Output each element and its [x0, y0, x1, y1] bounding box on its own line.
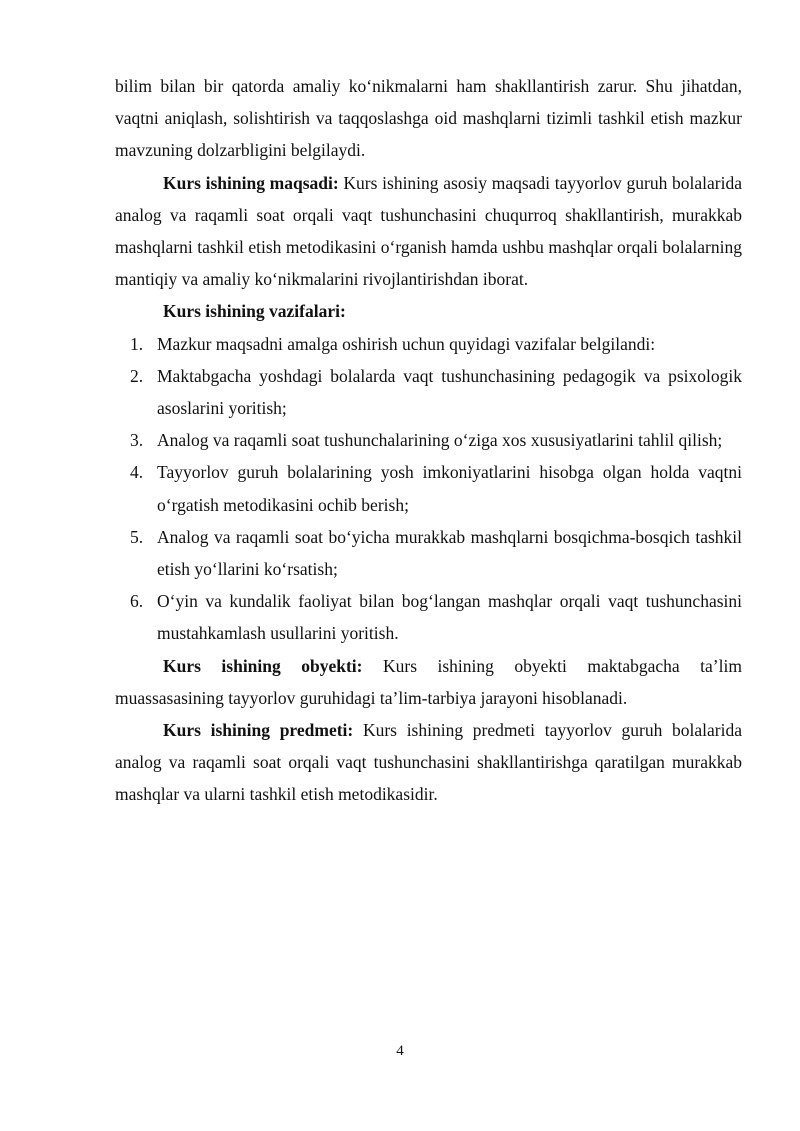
list-item-number: 4.	[130, 462, 144, 483]
object-label: Kurs ishining obyekti:	[163, 655, 363, 676]
goal-label: Kurs ishining maqsadi:	[163, 172, 339, 193]
list-item-number: 3.	[130, 430, 144, 451]
object-text: Kurs ishining obyekti maktabgacha taʼlim muassasasining tayyorlov guruhidagi taʼlim-tarbiya jarayoni hisoblanadi.	[115, 655, 742, 708]
list-item	[115, 456, 742, 520]
page-number: 4	[396, 1043, 404, 1059]
tasks-list	[115, 328, 742, 650]
intro-paragraph: bilim bilan bir qatorda amaliy koʻnikmalarni ham shakllantirish zarur. Shu jihatdan, vaqtni aniqlash, solishtirish va taqqoslashga oid mashqlarni tizimli tashkil etish mazkur mavzuning dolzarbligini belgilaydi.	[115, 76, 742, 161]
goal-text: Kurs ishining asosiy maqsadi tayyorlov guruh bolalarida analog va raqamli soat orqali vaqt tushunchasini chuqurroq shakllantirish, murakkab mashqlarni tashkil etish metodikasini oʻrganish hamda ushbu mashqlar orqali bolalarning mantiqiy va amaliy koʻnikmalarini rivojlantirishdan iborat.	[115, 172, 742, 290]
list-item-text: Analog va raqamli soat boʻyicha murakkab mashqlarni bosqichma-bosqich tashkil etish yoʻllarini koʻrsatish;	[157, 526, 742, 580]
subject-label: Kurs ishining predmeti:	[163, 720, 354, 741]
list-item-number: 6.	[130, 591, 144, 612]
list-item-text: Oʻyin va kundalik faoliyat bilan bogʻlangan mashqlar orqali vaqt tushunchasini mustahkamlash usullarini yoritish.	[157, 591, 742, 644]
list-item	[115, 424, 742, 456]
list-item-text: Maktabgacha yoshdagi bolalarda vaqt tushunchasining pedagogik va psixologik asoslarini yoritish;	[157, 365, 742, 419]
list-item-number: 2.	[130, 365, 144, 386]
subject-paragraph	[115, 714, 742, 811]
list-item-text: Tayyorlov guruh bolalarining yosh imkoniyatlarini hisobga olgan holda vaqtni oʻrgatish metodikasini ochib berish;	[157, 462, 742, 515]
tasks-heading: Kurs ishining vazifalari:	[163, 301, 346, 322]
list-item	[115, 328, 742, 360]
list-item	[115, 521, 742, 585]
list-item	[115, 585, 742, 649]
goal-paragraph	[115, 167, 742, 296]
list-item-number: 1.	[130, 333, 144, 354]
list-item-number: 5.	[130, 526, 144, 547]
list-item	[115, 360, 742, 424]
list-item-text: Mazkur maqsadni amalga oshirish uchun quyidagi vazifalar belgilandi:	[157, 333, 656, 354]
subject-text: Kurs ishining predmeti tayyorlov guruh bolalarida analog va raqamli soat orqali vaqt tushunchasini shakllantirishga qaratilgan murakkab mashqlar va ularni tashkil etish metodikasidir.	[115, 720, 742, 805]
object-paragraph	[115, 650, 742, 714]
document-page	[115, 70, 742, 811]
list-item-text: Analog va raqamli soat tushunchalarining oʻziga xos xususiyatlarini tahlil qilish;	[157, 430, 723, 451]
